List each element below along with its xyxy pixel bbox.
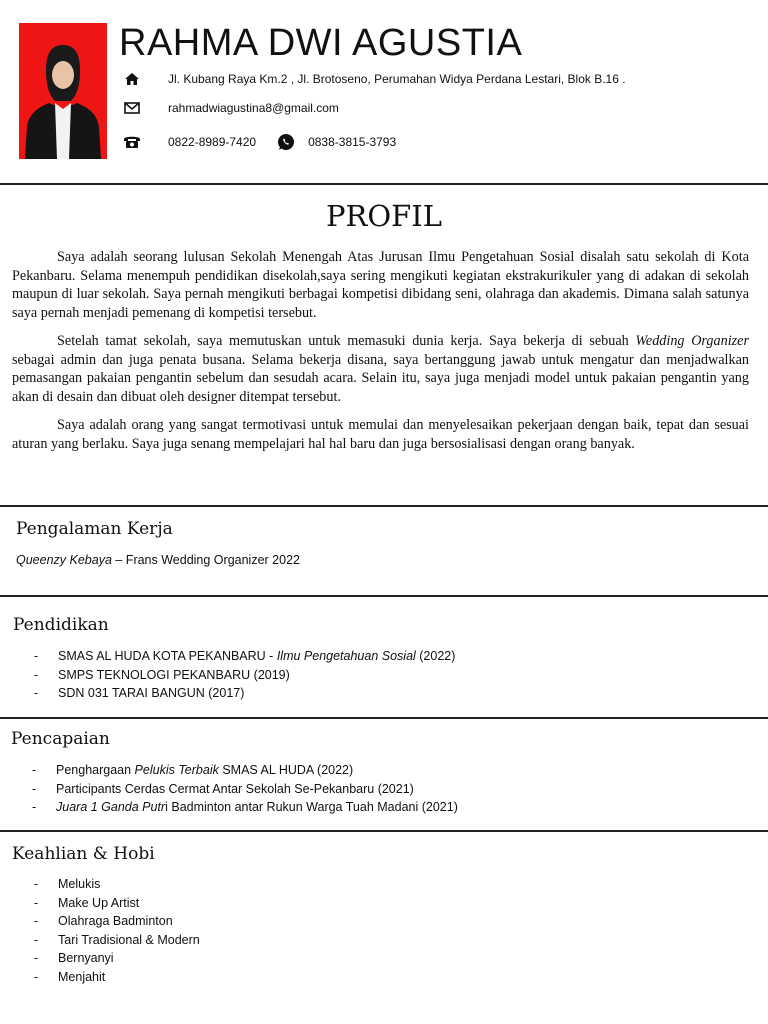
keahlian-title: Keahlian & Hobi — [12, 844, 155, 864]
email-row — [122, 98, 339, 118]
whatsapp-text: 0838-3815-3793 — [308, 135, 397, 149]
pengalaman-item: Queenzy Kebaya – Frans Wedding Organizer 2022 — [16, 553, 300, 567]
divider — [0, 595, 768, 597]
email-text[interactable]: rahmadwiagustina8@gmail.com — [168, 101, 339, 115]
phone-text: 0822-8989-7420 — [168, 135, 257, 149]
profil-paragraph-3: Saya adalah orang yang sangat termotivasi untuk memulai dan menyelesaikan pekerjaan dengan baik, tepat dan sesuai aturan yang berlaku. Saya juga senang mempelajari hal hal baru dan juga bersosialisasi dengan orang banyak. — [12, 417, 749, 452]
pengalaman-title: Pengalaman Kerja — [16, 519, 173, 539]
profil-title: PROFIL — [326, 199, 442, 233]
pendidikan-title: Pendidikan — [13, 615, 109, 635]
address-row — [122, 69, 626, 89]
envelope-icon — [122, 98, 142, 118]
home-icon — [122, 69, 142, 89]
divider — [0, 830, 768, 832]
address-text: Jl. Kubang Raya Km.2 , Jl. Brotoseno, Perumahan Widya Perdana Lestari, Blok B.16 . — [168, 72, 626, 86]
telephone-icon — [122, 132, 142, 152]
pencapaian-title: Pencapaian — [11, 729, 110, 749]
divider — [0, 505, 768, 507]
whatsapp-icon — [276, 132, 296, 152]
profil-paragraph-1: Saya adalah seorang lulusan Sekolah Menengah Atas Jurusan Ilmu Pengetahuan Sosial disalah satu sekolah di Kota Pekanbaru. Selama menempuh pendidikan disekolah,saya sering mengikuti kegiatan ekstrakurikuler yang di adakan di sekolah maupun di luar sekolah. Saya pernah mengikuti berbagai kompetisi dibidang seni, olahraga dan akademis. Dimana salah satunya saya pernah menjadi pemenang di kompetisi tersebut. — [12, 249, 749, 321]
profile-photo — [19, 23, 107, 159]
phone-row — [122, 132, 396, 152]
profil-paragraph-2: Setelah tamat sekolah, saya memutuskan untuk memasuki dunia kerja. Saya bekerja di sebuah Wedding Organizer sebagai admin dan juga penata busana. Selama bekerja disana, saya bertanggung jawab untuk mengatur dan menjadwalkan pemasangan pakaian pengantin sebelum dan sesudah acara. Selain itu, saya juga menjadi model untuk pakaian pengantin yang akan di desain dan dibuat oleh designer ditempat tersebut. — [12, 333, 749, 405]
person-photo-icon — [19, 23, 107, 159]
divider — [0, 183, 768, 185]
divider — [0, 717, 768, 719]
candidate-name: RAHMA DWI AGUSTIA — [119, 22, 523, 64]
